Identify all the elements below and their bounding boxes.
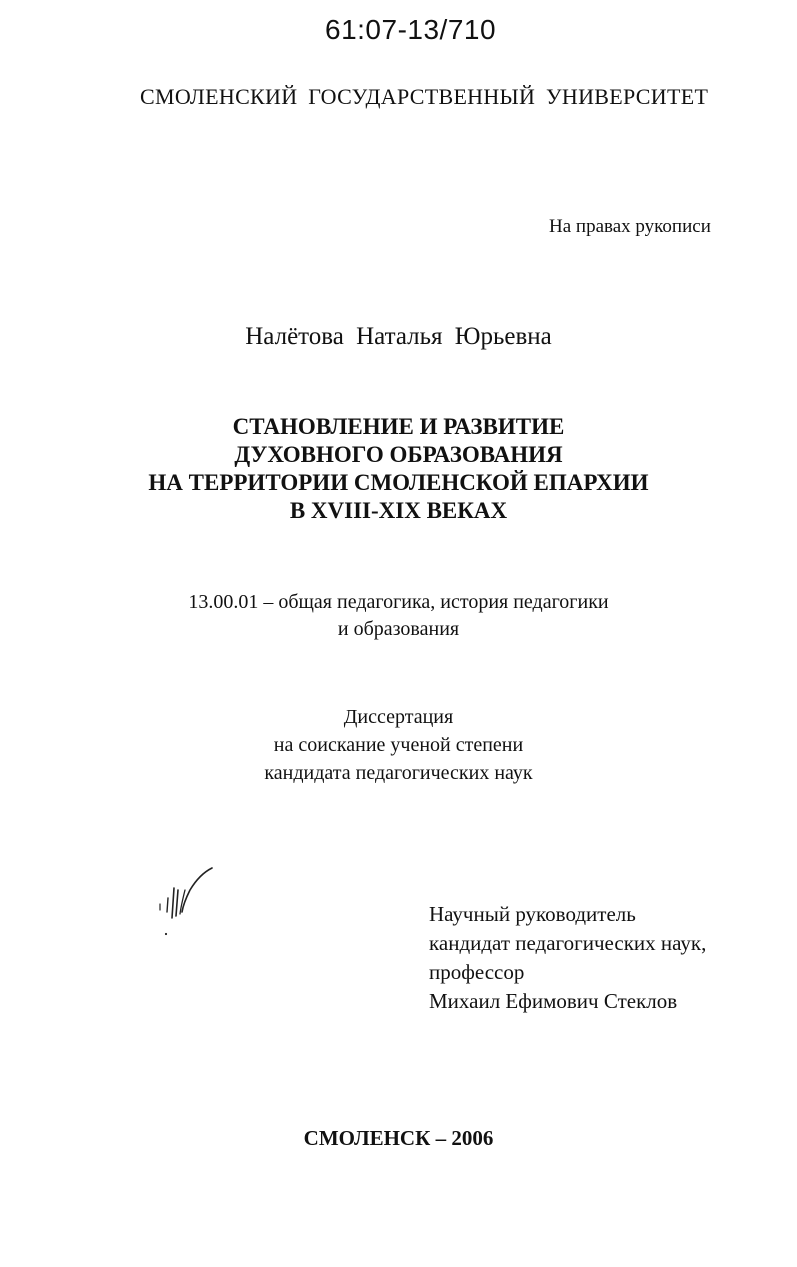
title-line: В XVIII-XIX ВЕКАХ	[289, 498, 508, 523]
title-line: СТАНОВЛЕНИЕ И РАЗВИТИЕ	[232, 414, 565, 439]
supervisor-line: профессор	[429, 960, 525, 984]
signature-icon	[150, 860, 230, 940]
scientific-supervisor	[429, 900, 706, 1016]
university-name: СМОЛЕНСКИЙ ГОСУДАРСТВЕННЫЙ УНИВЕРСИТЕТ	[140, 84, 709, 109]
supervisor-line: кандидат педагогических наук,	[429, 931, 707, 955]
author-name: Налётова Наталья Юрьевна	[245, 323, 552, 350]
degree-line: на соискание ученой степени	[273, 734, 524, 756]
supervisor-line: Научный руководитель	[429, 902, 636, 926]
city-year: СМОЛЕНСК – 2006	[303, 1126, 494, 1150]
specialty-line: 13.00.01 – общая педагогика, история педагогики	[188, 591, 609, 613]
specialty-code	[0, 589, 797, 643]
title-line: ДУХОВНОГО ОБРАЗОВАНИЯ	[234, 442, 563, 467]
catalog-number: 61:07-13/710	[325, 14, 497, 45]
specialty-line: и образования	[337, 618, 460, 640]
title-line: НА ТЕРРИТОРИИ СМОЛЕНСКОЙ ЕПАРХИИ	[148, 470, 649, 495]
dissertation-title	[0, 413, 797, 525]
degree-line: кандидата педагогических наук	[264, 762, 533, 784]
degree-statement	[0, 703, 797, 787]
supervisor-line: Михаил Ефимович Стеклов	[429, 989, 678, 1013]
degree-line: Диссертация	[343, 706, 454, 728]
rights-note: На правах рукописи	[549, 216, 711, 237]
